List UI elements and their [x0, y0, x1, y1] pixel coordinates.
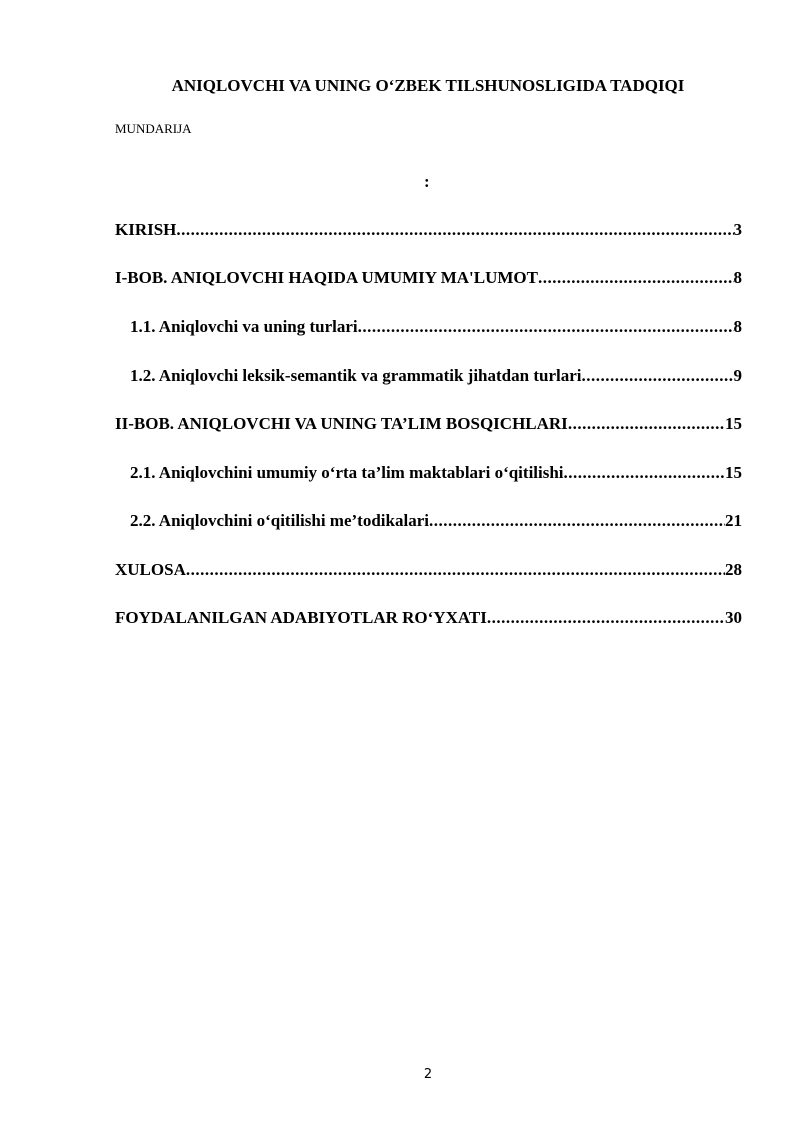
toc-entry-chapter-2[interactable]	[115, 414, 742, 436]
toc-page-number: 15	[725, 414, 742, 433]
toc-page-number: 15	[725, 463, 742, 482]
toc-entry-section-2-2[interactable]	[130, 511, 742, 533]
toc-dot-leader	[538, 268, 734, 288]
toc-entry-xulosa[interactable]	[115, 560, 742, 582]
toc-page-number: 8	[733, 268, 742, 287]
toc-page-number: 3	[733, 220, 742, 239]
contents-label: MUNDARIJA	[115, 121, 192, 136]
toc-page-number: 30	[725, 608, 742, 627]
toc-entry-section-1-1[interactable]	[130, 317, 742, 339]
toc-entry-text: XULOSA	[115, 560, 186, 579]
colon-mark: :	[424, 172, 430, 191]
page-number: 2	[423, 1067, 433, 1082]
toc-entry-section-2-1[interactable]	[130, 463, 742, 485]
toc-dot-leader	[358, 317, 734, 337]
toc-entry-text: I-BOB. ANIQLOVCHI HAQIDA UMUMIY MA'LUMOT	[115, 268, 538, 287]
toc-dot-leader	[581, 366, 733, 386]
document-title: ANIQLOVCHI VA UNING O‘ZBEK TILSHUNOSLIGIDA TADQIQI	[171, 76, 685, 95]
toc-page-number: 9	[733, 366, 742, 385]
toc-dot-leader	[487, 608, 725, 628]
toc-entry-text: KIRISH	[115, 220, 177, 239]
toc-entry-kirish[interactable]	[115, 220, 742, 242]
toc-dot-leader	[176, 220, 733, 240]
toc-page-number: 8	[733, 317, 742, 336]
toc-entry-references[interactable]	[115, 608, 742, 630]
toc-dot-leader	[186, 560, 725, 580]
toc-page-number: 28	[725, 560, 742, 579]
toc-entry-section-1-2[interactable]	[130, 366, 742, 388]
toc-page-number: 21	[725, 511, 742, 530]
toc-entry-text: FOYDALANILGAN ADABIYOTLAR RO‘YXATI	[115, 608, 487, 627]
toc-dot-leader	[429, 511, 725, 531]
toc-entry-text: 1.2. Aniqlovchi leksik-semantik va grammatik jihatdan turlari	[130, 366, 582, 385]
toc-entry-text: 2.2. Aniqlovchini o‘qitilishi me’todikalari	[130, 511, 429, 530]
toc-dot-leader	[568, 414, 725, 434]
toc-entry-text: II-BOB. ANIQLOVCHI VA UNING TA’LIM BOSQICHLARI	[115, 414, 568, 433]
toc-entry-chapter-1[interactable]	[115, 268, 742, 290]
toc-entry-text: 1.1. Aniqlovchi va uning turlari	[130, 317, 358, 336]
toc-dot-leader	[564, 463, 725, 483]
toc-entry-text: 2.1. Aniqlovchini umumiy o‘rta ta’lim maktablari o‘qitilishi	[130, 463, 564, 482]
